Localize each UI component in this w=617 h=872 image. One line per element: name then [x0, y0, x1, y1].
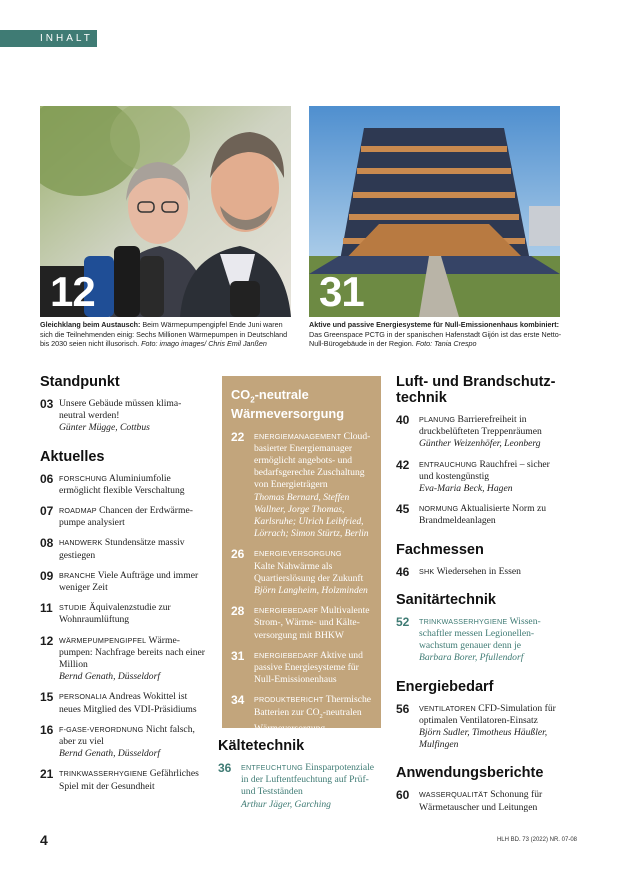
toc-item[interactable]	[396, 789, 566, 813]
toc-item[interactable]	[231, 650, 371, 687]
section-title-energiebedarf: Energiebedarf	[396, 678, 494, 695]
toc-text: CFD-Simulation für optimalen Ventilatoren-Einsatz	[419, 702, 556, 726]
toc-category: ENTFEUCHTUNG	[241, 763, 303, 772]
toc-category: FORSCHUNG	[59, 473, 108, 483]
toc-author: Barbara Borer, Pfullendorf	[419, 652, 524, 664]
caption-credit: Foto: Tania Crespo	[415, 339, 477, 349]
toc-page: 40	[396, 413, 410, 427]
toc-page: 28	[231, 604, 245, 619]
toc-item[interactable]	[231, 431, 371, 541]
toc-page: 42	[396, 457, 410, 472]
caption-credit: Foto: imago images/ Chris Emil Janßen	[141, 339, 267, 349]
toc-category: WÄRMEPUMPENGIPFEL	[59, 635, 147, 645]
toc-item[interactable]	[40, 570, 205, 594]
toc-item[interactable]	[231, 548, 371, 597]
toc-category: STUDIE	[59, 603, 87, 613]
toc-page: 46	[396, 564, 410, 579]
toc-page: 60	[396, 788, 410, 803]
toc-page: 11	[40, 601, 53, 616]
toc-text: Chancen der Erdwärme-pumpe analysiert	[59, 505, 193, 529]
toc-page: 06	[40, 471, 54, 486]
toc-page: 15	[40, 690, 54, 705]
toc-text: Kalte Nahwärme als Quartierslösung der Zukunft	[254, 560, 364, 584]
toc-author: Günter Mügge, Cottbus	[59, 422, 150, 434]
toc-text: Wissen-schaftler messen Legionellen-wachstum genauer denn je	[419, 615, 541, 652]
toc-text: Äquivalenzstudie zur Wohnraumlüftung	[59, 602, 171, 626]
toc-page: 52	[396, 614, 410, 629]
toc-item[interactable]	[40, 602, 205, 626]
toc-item[interactable]	[231, 694, 371, 735]
toc-category: VENTILATOREN	[419, 703, 476, 713]
toc-category: PERSONALIA	[59, 692, 107, 702]
page-number: 4	[40, 832, 48, 848]
toc-author: Eva-Maria Beck, Hagen	[419, 483, 513, 495]
toc-category: ROADMAP	[59, 506, 97, 516]
toc-item[interactable]	[396, 459, 566, 496]
toc-item[interactable]	[40, 505, 205, 529]
section-title-aktuelles: Aktuelles	[40, 448, 105, 465]
caption-text: Beim Wärmepumpengipfel Ende Juni waren sich die Teilnehmenden einig: Sechs Millionen Wärmepumpen in Deutschland bis 2030 seien nicht illusorisch.	[40, 320, 288, 349]
toc-category: ENTRAUCHUNG	[419, 459, 478, 469]
toc-item[interactable]	[40, 768, 205, 792]
toc-category: BRANCHE	[59, 570, 96, 580]
toc-page: 56	[396, 701, 410, 716]
photo-caption	[309, 320, 564, 349]
toc-item[interactable]	[396, 566, 566, 578]
toc-text: Wiedersehen in Essen	[434, 565, 521, 577]
toc-category: NORMUNG	[419, 504, 459, 514]
toc-category: ENERGIEBEDARF	[254, 606, 319, 616]
section-title-fachmessen: Fachmessen	[396, 541, 484, 558]
toc-author: Bernd Genath, Düsseldorf	[59, 671, 160, 683]
photo-waermepumpengipfel	[40, 106, 291, 317]
toc-text: Multivalente Strom-, Wärme- und Kälte-versorgung mit BHKW	[254, 605, 370, 641]
toc-page: 34	[231, 693, 245, 708]
photo-caption	[40, 320, 295, 349]
toc-author: Bernd Genath, Düsseldorf	[59, 748, 160, 760]
caption-text: Das Greenspace PCTG in der spanischen Hafenstadt Gijón ist das erste Netto-Null-Bürogebäude in der Region.	[309, 329, 562, 349]
toc-author: Günther Weizenhöfer, Leonberg	[419, 438, 541, 450]
toc-item[interactable]	[396, 703, 566, 752]
toc-text: Stundensätze massiv gestiegen	[59, 537, 185, 561]
toc-item[interactable]	[231, 605, 371, 642]
section-title-standpunkt: Standpunkt	[40, 374, 120, 390]
photo-greenspace	[309, 106, 560, 317]
toc-item[interactable]	[40, 537, 205, 561]
toc-page: 07	[40, 504, 54, 519]
toc-page: 36	[218, 761, 232, 775]
photo-page-number: 12	[50, 268, 95, 315]
toc-item[interactable]	[40, 473, 205, 497]
toc-page: 22	[231, 429, 245, 444]
toc-category: TRINKWASSERHYGIENE	[59, 769, 148, 779]
section-title-kaeltetechnik: Kältetechnik	[218, 738, 305, 754]
photo-page-number: 31	[319, 268, 364, 315]
toc-item[interactable]	[396, 616, 566, 665]
toc-text: Einsparpotenziale in der Luftentfeuchtung auf Prüf- und Testständen	[241, 762, 375, 798]
column-right	[396, 374, 566, 822]
toc-page: 08	[40, 536, 54, 551]
toc-page: 09	[40, 568, 54, 583]
toc-author: Thomas Bernard, Steffen Wallner, Jorge Thomas, Karlsruhe; Ulrich Leibfried, Lörrach; Simon Stürtz, Berlin	[254, 491, 369, 540]
toc-text: Rauchfrei – sicher und kostengünstig	[419, 458, 550, 482]
toc-page: 03	[40, 397, 54, 411]
toc-text: Nicht falsch, aber zu viel	[59, 723, 195, 748]
toc-page: 12	[40, 633, 54, 648]
toc-author: Björn Sudler, Timotheus Häußler, Mulfingen	[419, 727, 548, 751]
toc-text: Andreas Wokittel ist neues Mitglied des VDI-Präsidiums	[59, 691, 197, 715]
toc-category: PRODUKTBERICHT	[254, 695, 324, 705]
caption-bold: Aktive und passive Energiesysteme für Null-Emissionenhaus kombiniert:	[309, 320, 560, 329]
toc-text: Wärme-pumpen: Nachfrage bereits nach einer Million	[59, 634, 205, 671]
toc-text: Schonung für Wärmetauscher und Leitungen	[419, 789, 543, 813]
section-title-luft-brandschutz: Luft- und Brandschutz-technik	[396, 374, 556, 406]
toc-page: 31	[231, 648, 245, 663]
section-kaeltetechnik	[218, 738, 383, 819]
toc-category: F-GASE-VERORDNUNG	[59, 724, 144, 734]
toc-page: 16	[40, 722, 54, 737]
column-left	[40, 374, 205, 801]
toc-text: Barrierefreiheit in druckbelüfteten Treppenräumen	[419, 414, 542, 438]
toc-text: Aluminiumfolie ermöglicht flexible Verschaltung	[59, 472, 185, 496]
toc-text: Cloud-basierter Energiemanager ermöglicht angebots- und bedarfsgerechte Zuschaltung von Energieträgern	[254, 430, 371, 491]
toc-category: ENERGIEVERSORGUNG	[254, 549, 342, 559]
toc-page: 45	[396, 502, 410, 517]
toc-category: PLANUNG	[419, 415, 456, 424]
section-tab: INHALT	[0, 30, 97, 47]
toc-category: TRINKWASSERHYGIENE	[419, 616, 508, 626]
section-title-sanitaertechnik: Sanitärtechnik	[396, 591, 496, 608]
toc-category: ENERGIEMANAGEMENT	[254, 431, 342, 441]
toc-text: Thermische Batterien zur $CO_2$-neutralen Wärmeversorgung	[254, 694, 372, 734]
toc-item[interactable]	[40, 724, 205, 761]
journal-reference: HLH BD. 73 (2022) NR. 07-08	[496, 837, 577, 843]
toc-author: Björn Langheim, Holzminden	[254, 584, 368, 596]
toc-page: 26	[231, 547, 245, 562]
toc-text: Aktualisierte Norm zu Brandmeldeanlagen	[419, 503, 546, 527]
toc-item[interactable]	[396, 503, 566, 527]
section-title-anwendungsberichte: Anwendungsberichte	[396, 765, 544, 782]
toc-item[interactable]	[40, 691, 205, 715]
toc-item[interactable]	[40, 398, 205, 435]
toc-item[interactable]	[396, 414, 566, 451]
toc-text: Viele Aufträge und immer weniger Zeit	[59, 569, 199, 594]
toc-item[interactable]	[218, 762, 383, 811]
toc-text: Unsere Gebäude müssen klima-neutral werden!	[59, 398, 182, 422]
feature-box-co2	[222, 376, 381, 734]
toc-category: WASSERQUALITÄT	[419, 790, 488, 800]
toc-category: ENERGIEBEDARF	[254, 650, 319, 660]
toc-page: 21	[40, 767, 54, 782]
toc-category: HANDWERK	[59, 538, 103, 548]
toc-category: SHK	[419, 566, 435, 576]
toc-text: Aktive und passive Energiesysteme für Null-Emissionenhaus	[254, 649, 363, 686]
toc-author: Arthur Jäger, Garching	[241, 798, 331, 810]
toc-item[interactable]	[40, 635, 205, 684]
caption-bold: Gleichklang beim Austausch:	[40, 320, 141, 329]
feature-box-title: $CO_2$-neutrale Wärmeversorgung	[231, 387, 345, 422]
toc-text: Gefährliches Spiel mit der Gesundheit	[59, 768, 199, 792]
